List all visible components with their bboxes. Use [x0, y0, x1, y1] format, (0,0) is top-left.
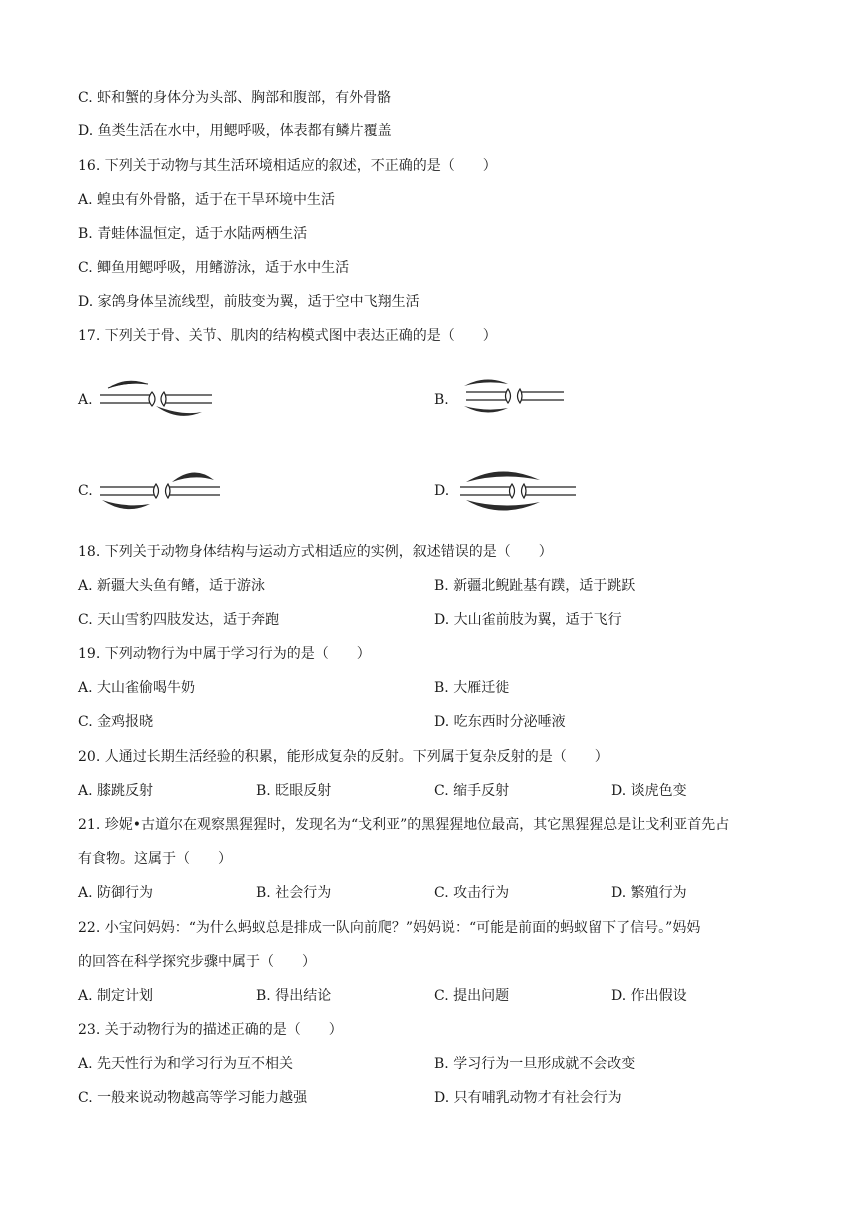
q19-stem: 19. 下列动物行为中属于学习行为的是（ ） — [78, 646, 371, 662]
q20-option-b: B. 眨眼反射 — [256, 783, 332, 799]
q17-option-d-label: D. — [434, 483, 450, 499]
q21-stem-line1: 21. 珍妮•古道尔在观察黑猩猩时，发现名为“戈利亚”的黑猩猩地位最高，其它黑猩猩总是让戈利亚首先占 — [78, 817, 730, 833]
q15-option-d: D. 鱼类生活在水中，用鳃呼吸，体表都有鳞片覆盖 — [78, 123, 392, 139]
q23-option-a: A. 先天性行为和学习行为互不相关 — [78, 1056, 294, 1072]
q22-option-b: B. 得出结论 — [256, 988, 332, 1004]
q22-stem-line2: 的回答在科学探究步骤中属于（ ） — [78, 954, 316, 970]
q19-option-d: D. 吃东西时分泌唾液 — [434, 714, 566, 730]
q21-option-b: B. 社会行为 — [256, 885, 332, 901]
q18-option-d: D. 大山雀前肢为翼，适于飞行 — [434, 612, 622, 628]
q17-figure-a — [98, 376, 218, 424]
q20-option-a: A. 膝跳反射 — [78, 783, 154, 799]
q20-option-d: D. 谈虎色变 — [611, 783, 687, 799]
q16-option-b: B. 青蛙体温恒定，适于水陆两栖生活 — [78, 226, 308, 242]
q23-option-b: B. 学习行为一旦形成就不会改变 — [434, 1056, 636, 1072]
q21-stem-line2: 有食物。这属于（ ） — [78, 851, 232, 867]
q18-option-b: B. 新疆北鲵趾基有蹼，适于跳跃 — [434, 578, 636, 594]
q16-option-d: D. 家鸽身体呈流线型，前肢变为翼，适于空中飞翔生活 — [78, 294, 420, 310]
q17-figure-d — [456, 466, 580, 516]
q19-option-a: A. 大山雀偷喝牛奶 — [78, 680, 196, 696]
q20-stem: 20. 人通过长期生活经验的积累，能形成复杂的反射。下列属于复杂反射的是（ ） — [78, 749, 609, 765]
q22-option-a: A. 制定计划 — [78, 988, 154, 1004]
q17-figure-b — [460, 372, 570, 420]
q21-option-d: D. 繁殖行为 — [611, 885, 687, 901]
q18-stem: 18. 下列关于动物身体结构与运动方式相适应的实例，叙述错误的是（ ） — [78, 544, 553, 560]
q17-option-c-label: C. — [78, 483, 93, 499]
q16-option-c: C. 鲫鱼用鳃呼吸，用鳍游泳，适于水中生活 — [78, 260, 350, 276]
q17-stem: 17. 下列关于骨、关节、肌肉的结构模式图中表达正确的是（ ） — [78, 328, 497, 344]
q17-option-b-label: B. — [434, 392, 449, 408]
q21-option-a: A. 防御行为 — [78, 885, 154, 901]
q19-option-c: C. 金鸡报晓 — [78, 714, 154, 730]
q18-option-a: A. 新疆大头鱼有鳍，适于游泳 — [78, 578, 266, 594]
q23-stem: 23. 关于动物行为的描述正确的是（ ） — [78, 1022, 343, 1038]
q15-option-c: C. 虾和蟹的身体分为头部、胸部和腹部，有外骨骼 — [78, 90, 392, 106]
q16-option-a: A. 蝗虫有外骨骼，适于在干旱环境中生活 — [78, 192, 336, 208]
q17-option-a-label: A. — [78, 392, 93, 408]
q18-option-c: C. 天山雪豹四肢发达，适于奔跑 — [78, 612, 280, 628]
q23-option-c: C. 一般来说动物越高等学习能力越强 — [78, 1090, 308, 1106]
q22-option-c: C. 提出问题 — [434, 988, 510, 1004]
q22-option-d: D. 作出假设 — [611, 988, 687, 1004]
q19-option-b: B. 大雁迁徙 — [434, 680, 510, 696]
q23-option-d: D. 只有哺乳动物才有社会行为 — [434, 1090, 622, 1106]
q16-stem: 16. 下列关于动物与其生活环境相适应的叙述，不正确的是（ ） — [78, 158, 497, 174]
q21-option-c: C. 攻击行为 — [434, 885, 510, 901]
q20-option-c: C. 缩手反射 — [434, 783, 510, 799]
q17-figure-c — [98, 466, 224, 516]
q22-stem-line1: 22. 小宝问妈妈：“为什么蚂蚁总是排成一队向前爬？”妈妈说：“可能是前面的蚂蚁留下了信号。”妈妈 — [78, 920, 701, 936]
